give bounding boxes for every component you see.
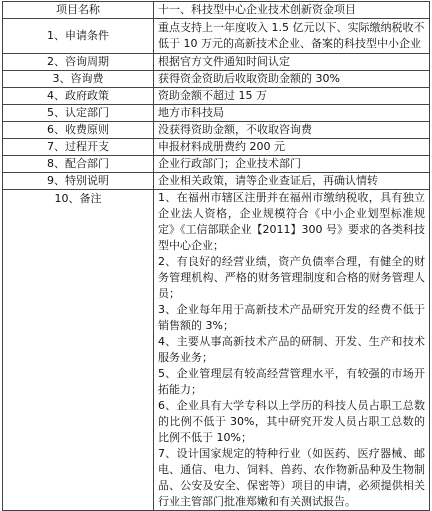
table-row	[3, 173, 430, 190]
row-label: 5、认定部门	[3, 105, 154, 122]
row-label: 1、申请条件	[3, 19, 154, 54]
note-item: 3、企业每年用于高新技术产品研究开发的经费不低于销售额的 3%；	[158, 303, 425, 332]
row-value: 获得资金资助后收取资助金额的 30%	[154, 71, 430, 88]
header-project-title: 十一、科技型中心企业技术创新资金项目	[154, 2, 430, 19]
header-item-name: 项目名称	[3, 2, 154, 19]
note-item: 1、在福州市辖区注册并在福州市缴纳税收，具有独立企业法人资格，企业规模符合《中小企业划型标准规定》《工信部联企业【2011】300 号》要求的各类科技型中心企业；	[158, 191, 425, 252]
row-label: 6、收费原则	[3, 122, 154, 139]
table-row	[3, 122, 430, 139]
note-item: 7、设计国家规定的特种行业（如医药、医疗器械、邮电、通信、电力、饲料、兽药、农作物新品种及生物制品、公安及安全、保密等）项目的申请，必须提供相关行业主管部门批准郑嫩和有关测试报告。	[158, 447, 425, 508]
note-item: 5、企业管理层有较高经营管理水平，有较强的市场开拓能力；	[158, 367, 425, 396]
notes-label: 10、备注	[3, 190, 154, 511]
note-item: 2、有良好的经营业绩，资产负债率合理，有健全的财务管理机构、严格的财务管理制度和合格的财务管理人员；	[158, 255, 425, 300]
note-item: 4、主要从事高新技术产品的研制、开发、生产和技术服务业务；	[158, 335, 425, 364]
row-label: 2、咨询周期	[3, 54, 154, 71]
row-value: 根据官方文件通知时间认定	[154, 54, 430, 71]
row-value: 企业行政部门；企业技术部门	[154, 156, 430, 173]
row-value: 企业相关政策，请等企业查证后，再确认情转	[154, 173, 430, 190]
row-label: 3、咨询费	[3, 71, 154, 88]
row-value: 重点支持上一年度收入 1.5 亿元以下、实际缴纳税收不低于 10 万元的高新技术企业、备案的科技型中小企业	[154, 19, 430, 54]
row-label: 8、配合部门	[3, 156, 154, 173]
row-label: 4、政府政策	[3, 88, 154, 105]
table-row	[3, 54, 430, 71]
row-value: 地方市科技局	[154, 105, 430, 122]
table-row	[3, 156, 430, 173]
table-row	[3, 139, 430, 156]
table-row	[3, 88, 430, 105]
table-row	[3, 71, 430, 88]
table-row	[3, 105, 430, 122]
row-value: 没获得资助金额，不收取咨询费	[154, 122, 430, 139]
row-label: 7、过程开支	[3, 139, 154, 156]
row-value: 资助金额不超过 15 万	[154, 88, 430, 105]
notes-content	[154, 190, 430, 511]
note-item: 6、企业具有大学专科以上学历的科技人员占职工总数的比例不低于 30%，其中研究开发人员占职工总数的比例不低于 10%；	[158, 399, 425, 444]
project-info-table	[2, 1, 430, 511]
table-row	[3, 19, 430, 54]
row-value: 申报材料成册费约 200 元	[154, 139, 430, 156]
table-header-row	[3, 2, 430, 19]
row-label: 9、特别说明	[3, 173, 154, 190]
notes-row	[3, 190, 430, 511]
